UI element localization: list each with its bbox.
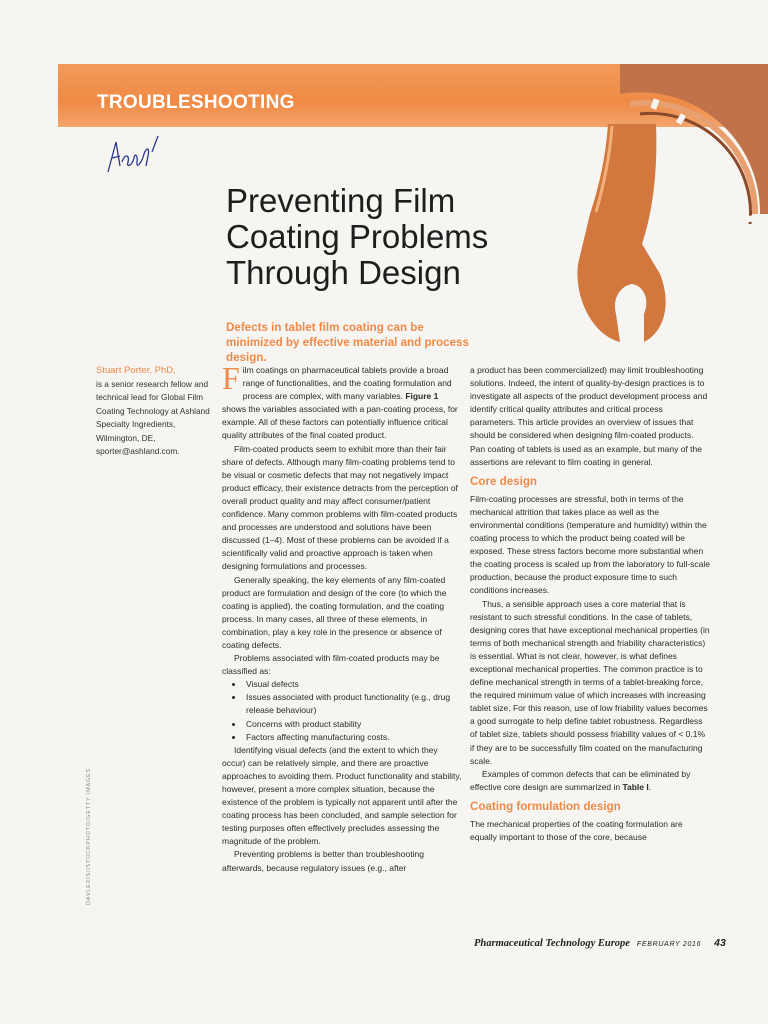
section-heading-core-design: Core design xyxy=(470,474,537,488)
image-credit: DAVLEXIS/ISTOCKPHOTO/GETTY IMAGES xyxy=(86,768,92,905)
list-item: • Visual defects xyxy=(244,678,462,691)
paragraph xyxy=(222,360,462,443)
body-column-1 xyxy=(222,360,462,875)
author-description: is a senior research fellow and technical lead for Global Film Coating Technology at Ashland Specialty Ingredients, Wilmington, DE, sporter@ashland.com. xyxy=(96,378,210,456)
section-heading-coating-formulation: Coating formulation design xyxy=(470,799,621,813)
article-dek: Defects in tablet film coating can be minimized by effective material and process design. xyxy=(226,321,469,364)
list-item: • Concerns with product stability xyxy=(244,718,462,731)
wrench-gear-illustration xyxy=(560,64,768,364)
drop-cap: F xyxy=(222,360,240,396)
author-bio xyxy=(96,364,216,459)
paragraph: Problems associated with film-coated products may be classified as: xyxy=(222,653,440,677)
paragraph: Film-coated products seem to exhibit more than their fair share of defects. Although many film-coating problems tend to be visual or cosmetic defects that may not negatively impact product efficacy, their existence detracts from the perception of overall product quality and may affect consumer/patient confidence. Many common problems with film-coated products and processes are understood and solutions have been discussed (1–4). Most of these problems can be avoided if a scientifically valid and proactive approach is taken when designing formulations and processes. xyxy=(222,443,458,572)
text-run: . xyxy=(648,781,652,792)
title-line: Through Design xyxy=(226,254,461,291)
paragraph: Preventing problems is better than troubleshooting afterwards, because regulatory issues (e.g., after xyxy=(222,849,424,873)
page-footer xyxy=(474,937,726,949)
paragraph: The mechanical properties of the coating formulation are equally important to those of the core, because xyxy=(470,818,683,842)
page-number: 43 xyxy=(714,937,726,949)
text-run: ilm coatings on pharmaceutical tablets provide a broad range of functionalities, and the coating formulation and process are complex, with many variables. xyxy=(242,365,452,402)
section-label: TROUBLESHOOTING xyxy=(97,92,295,113)
paragraph: a product has been commercialized) may limit troubleshooting solutions. Indeed, the intent of quality-by-design practices is to investigate all aspects of the product development process and identify critical quality attributes and critical process parameters. This article provides an overview of issues that should be considered when designing film-coated products. Pan coating of tablets is used as an example, but many of the assertions are relevant to film coating in general. xyxy=(470,365,708,467)
title-line: Coating Problems xyxy=(226,218,489,255)
author-name: Stuart Porter, PhD, xyxy=(96,365,176,376)
title-line: Preventing Film xyxy=(226,182,456,219)
list-item: • Factors affecting manufacturing costs. xyxy=(244,731,462,744)
paragraph: Thus, a sensible approach uses a core material that is resistant to such stressful conditions. In the case of tablets, designing cores that have exceptional mechanical properties (in terms of both mechanical strength and friability characteristics) is essential. What is not clear, however, is what defines exceptional mechanical properties. The common practice is to define mechanical strength in terms of a tablet-breaking force, the required minimum value of which increases with increasing tablet size. For this reason, use of low friability values becomes a good surrogate to help define tablet robustness. Regardless of tablet size, tablets should possess friability values of < 0.1% if they are to be successfully film coated on the manufacturing scale. xyxy=(470,598,710,766)
wrench-icon xyxy=(577,124,665,342)
issue-date: FEBRUARY 2016 xyxy=(636,941,702,948)
paragraph: Film-coating processes are stressful, both in terms of the mechanical attrition that takes place as well as the environmental conditions (temperature and humidity) within the coating process to which the product being coated will be exposed. These stress factors become more substantial when the coating process is scaled up from the laboratory to full-scale production, because the product exposure time to such conditions increases. xyxy=(470,493,711,596)
paragraph xyxy=(470,768,710,794)
defect-list xyxy=(222,678,462,743)
magazine-name: Pharmaceutical Technology Europe xyxy=(474,938,630,949)
body-column-2 xyxy=(470,364,710,844)
text-run: Examples of common defects that can be eliminated by effective core design are summarized in xyxy=(470,768,691,792)
list-item: • Issues associated with product functionality (e.g., drug release behaviour) xyxy=(244,691,462,717)
table-ref: Table I xyxy=(622,781,649,792)
signature-icon xyxy=(104,132,164,178)
paragraph: Generally speaking, the key elements of any film-coated product are formulation and design of the core (to which the coating is applied), the coating formulation, and the coating process. In many cases, all three of these elements, in combination, play a key role in the presence or absence of coating defects. xyxy=(222,574,447,650)
article-title xyxy=(226,183,556,291)
figure-ref: Figure 1 xyxy=(405,391,439,402)
text-run: shows the variables associated with a pan-coating process, for example. All of these factors can potentially influence critical quality attributes of the final coated product. xyxy=(222,404,458,441)
paragraph: Identifying visual defects (and the extent to which they occur) can be relatively simple, and there are proactive approaches to avoiding them. Product functionality and stability, however, present a more complex situation, because the existence of the problem is typically not apparent until after the coating process has been concluded, and sample selection for testing purposes often effectively precludes assessing the magnitude of the problem. xyxy=(222,744,462,847)
